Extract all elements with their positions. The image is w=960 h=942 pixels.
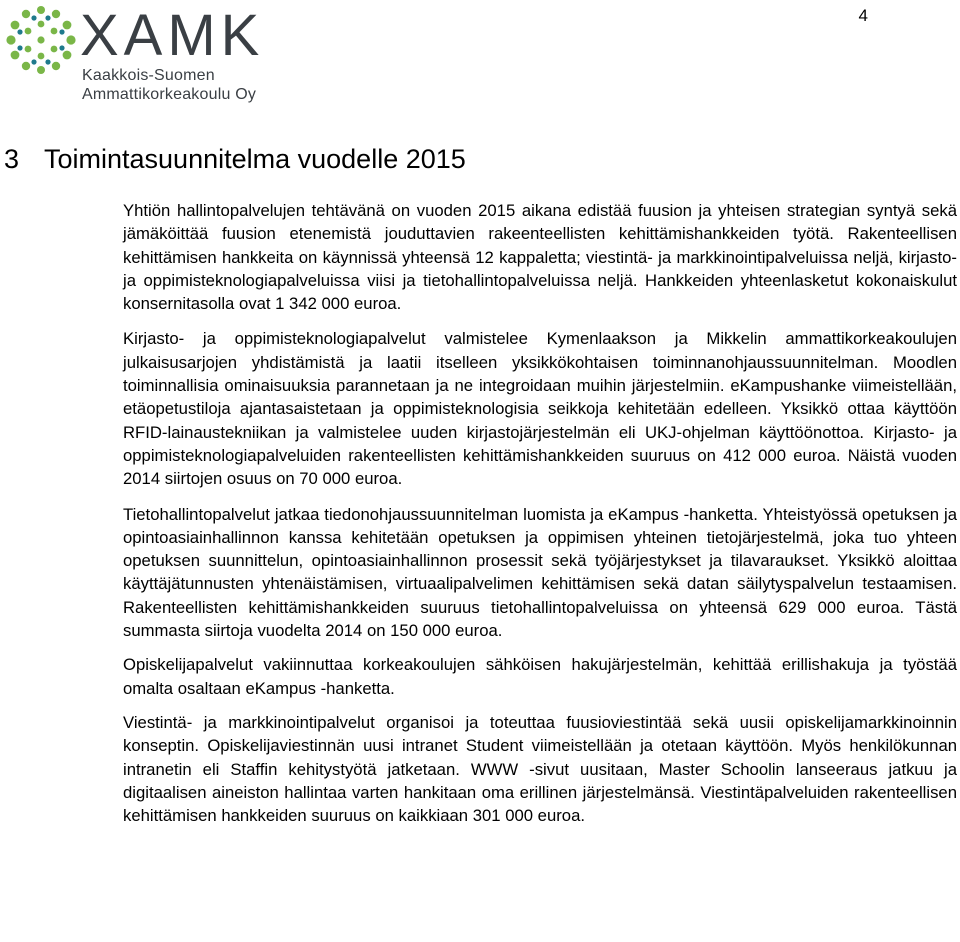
body-text <box>123 199 957 827</box>
section-title: Toimintasuunnitelma vuodelle 2015 <box>44 144 466 174</box>
paragraph-communications: Viestintä- ja markkinointipalvelut organisoi ja toteuttaa fuusioviestintää sekä uusii opiskelijamarkkinoinnin konseptin. Opiskelijaviestinnän uusi intranet Student viimeistellään ja otetaan käyttöön. Myös henkilökunnan intranetin eli Staffin kehitystyötä jatketaan. WWW -sivut uusitaan, Master Schoolin lanseeraus jatkuu ja digitaalisen aineiston hallintaa varten hankitaan oma erillinen järjestelmänsä. Viestintäpalveluiden rakenteellisen kehittämisen hankkeiden suuruus on kaikkiaan 301 000 euroa. <box>123 712 957 826</box>
section-number: 3 <box>4 144 20 174</box>
logo-subtitle-line-1: Kaakkois-Suomen <box>82 67 215 84</box>
logo-subtitle-line-2: Ammattikorkeakoulu Oy <box>82 86 257 103</box>
paragraph-student-services: Opiskelijapalvelut vakiinnuttaa korkeakoulujen sähköisen hakujärjestelmän, kehittää erillishakuja ja työstää omalta osaltaan eKampus -hanketta. <box>123 655 957 698</box>
organization-logo <box>4 4 266 104</box>
page-number: 4 <box>858 6 868 25</box>
dot-circle-icon <box>4 4 78 78</box>
logo-wordmark: XAMK <box>80 3 265 68</box>
paragraph-library-services: Kirjasto- ja oppimisteknologiapalvelut valmistelee Kymenlaakson ja Mikkelin ammattikorkeakoulujen julkaisusarjojen yhdistämistä ja laatii itselleen yksikkökohtaisen toiminnanohjaussuunnitelman. Moodlen toiminnallisia ominaisuuksia parannetaan ja ne integroidaan muihin järjestelmiin. eKampushanke viimeistellään, etäopetustiloja ajantasaistetaan ja oppimisteknologisia seikkoja kehitetään edelleen. Yksikkö ottaa käyttöön RFID-lainaustekniikan ja valmistelee uuden kirjastojärjestelmän eli UKJ-ohjelman käyttöönottoa. Kirjasto- ja oppimisteknologiapalveluiden rakenteellisten kehittämishankkeiden suuruus on 412 000 euroa. Näistä vuoden 2014 siirtojen osuus on 70 000 euroa. <box>123 329 957 489</box>
paragraph-it-services: Tietohallintopalvelut jatkaa tiedonohjaussuunnitelman luomista ja eKampus -hanketta. Yhteistyössä opetuksen ja opintoasiainhallinnon kanssa kehitetään opetuksen ja oppimisen yhteinen tietojärjestelmä, joka tuo yhteen opetuksen suunnittelun, opintoasiainhallinnon prosessit sekä työjärjestykset ja tilavaraukset. Yksikkö aloittaa käyttäjätunnusten yhtenäistämisen, virtuaalipalvelimen kehittämisen sekä datan säilytyspalvelun testaamisen. Rakenteellisten kehittämishankkeiden suuruus tietohallintopalveluissa on yhteensä 629 000 euroa. Tästä summasta siirtoja vuodelta 2014 on 150 000 euroa. <box>123 504 957 641</box>
paragraph-administration: Yhtiön hallintopalvelujen tehtävänä on vuoden 2015 aikana edistää fuusion ja yhteisen strategian syntyä sekä jämäköittää fuusion etenemistä jouduttavien rakeenteellisten kehittämishankkeiden työtä. Rakenteellisen kehittämisen hankkeita on käynnissä yhteensä 12 kappaletta; viestintä- ja markkinointipalveluissa neljä, kirjasto- ja oppimisteknologiapalveluissa viisi ja tietohallintopalveluissa neljä. Hankkeiden yhteenlasketut kokonaiskulut konsernitasolla ovat 1 342 000 euroa. <box>123 201 957 314</box>
